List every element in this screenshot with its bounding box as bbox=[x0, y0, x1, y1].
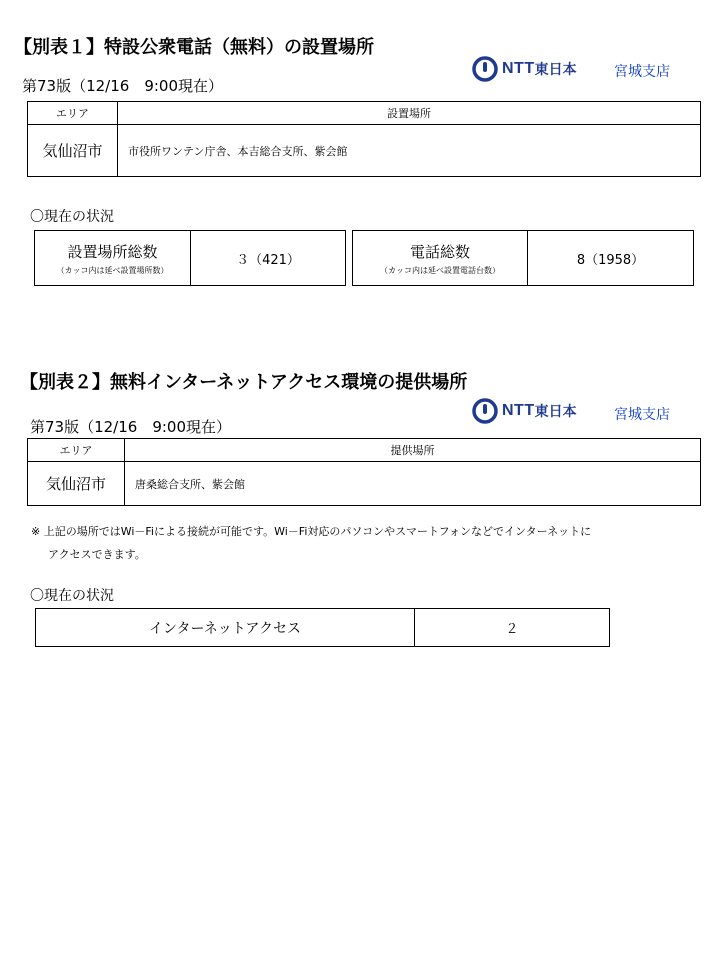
section1-status-heading: 〇現在の状況 bbox=[30, 209, 114, 225]
ntt-logo bbox=[472, 398, 577, 424]
table-header-row bbox=[28, 102, 701, 125]
status-label bbox=[35, 231, 191, 285]
section2-status-heading: 〇現在の状況 bbox=[30, 588, 114, 604]
place-cell: 市役所ワンテン庁舎、本吉総合支所、紫会館 bbox=[118, 125, 701, 177]
ntt-logo-east: 東日本 bbox=[534, 404, 577, 420]
col-header-area: エリア bbox=[28, 439, 125, 462]
ntt-logo bbox=[472, 56, 577, 82]
section2-table bbox=[27, 438, 701, 506]
status-value: 8（1958） bbox=[576, 252, 645, 268]
col-header-place: 提供場所 bbox=[125, 439, 701, 462]
status-label bbox=[353, 231, 528, 285]
col-header-place: 設置場所 bbox=[118, 102, 701, 125]
status-label-main: 電話総数 bbox=[409, 242, 470, 261]
ntt-logo-text: NTT bbox=[502, 60, 535, 77]
place-cell: 唐桑総合支所、紫会館 bbox=[125, 462, 701, 506]
section1-version: 第73版（12/16 9:00現在） bbox=[22, 77, 223, 95]
ntt-logo-east: 東日本 bbox=[534, 62, 577, 78]
branch-name: 宮城支店 bbox=[614, 407, 670, 423]
status-label-main: 設置場所総数 bbox=[67, 242, 158, 261]
area-cell: 気仙沼市 bbox=[28, 462, 125, 506]
status-label bbox=[36, 609, 415, 646]
status-label-main: インターネットアクセス bbox=[149, 620, 301, 637]
ntt-logo-icon bbox=[472, 398, 498, 424]
status-label-sub: （カッコ内は延べ設置場所数） bbox=[56, 265, 169, 275]
status-value: ２ bbox=[505, 622, 519, 637]
section1-title: 【別表１】特設公衆電話（無料）の設置場所 bbox=[14, 37, 374, 58]
area-cell: 気仙沼市 bbox=[28, 125, 118, 177]
col-header-area: エリア bbox=[28, 102, 118, 125]
status-box-locations bbox=[34, 230, 346, 286]
table-row bbox=[28, 462, 701, 506]
wifi-note-line1: ※ 上記の場所ではWi－Fiによる接続が可能です。Wi－Fi対応のパソコンやスマートフォンなどでインターネットに bbox=[31, 525, 592, 538]
ntt-logo-icon bbox=[472, 56, 498, 82]
status-label-sub: （カッコ内は延べ設置電話台数） bbox=[380, 265, 500, 275]
section1-table bbox=[27, 101, 701, 177]
status-box-phones bbox=[352, 230, 694, 286]
table-row bbox=[28, 125, 701, 177]
ntt-logo-text: NTT bbox=[502, 402, 535, 419]
status-box-internet bbox=[35, 608, 610, 647]
table-header-row bbox=[28, 439, 701, 462]
branch-name: 宮城支店 bbox=[614, 64, 670, 80]
section2-title: 【別表２】無料インターネットアクセス環境の提供場所 bbox=[20, 372, 468, 393]
section2-version: 第73版（12/16 9:00現在） bbox=[30, 418, 231, 436]
status-value: ３（421） bbox=[236, 252, 300, 268]
wifi-note-line2: アクセスできます。 bbox=[48, 548, 146, 561]
